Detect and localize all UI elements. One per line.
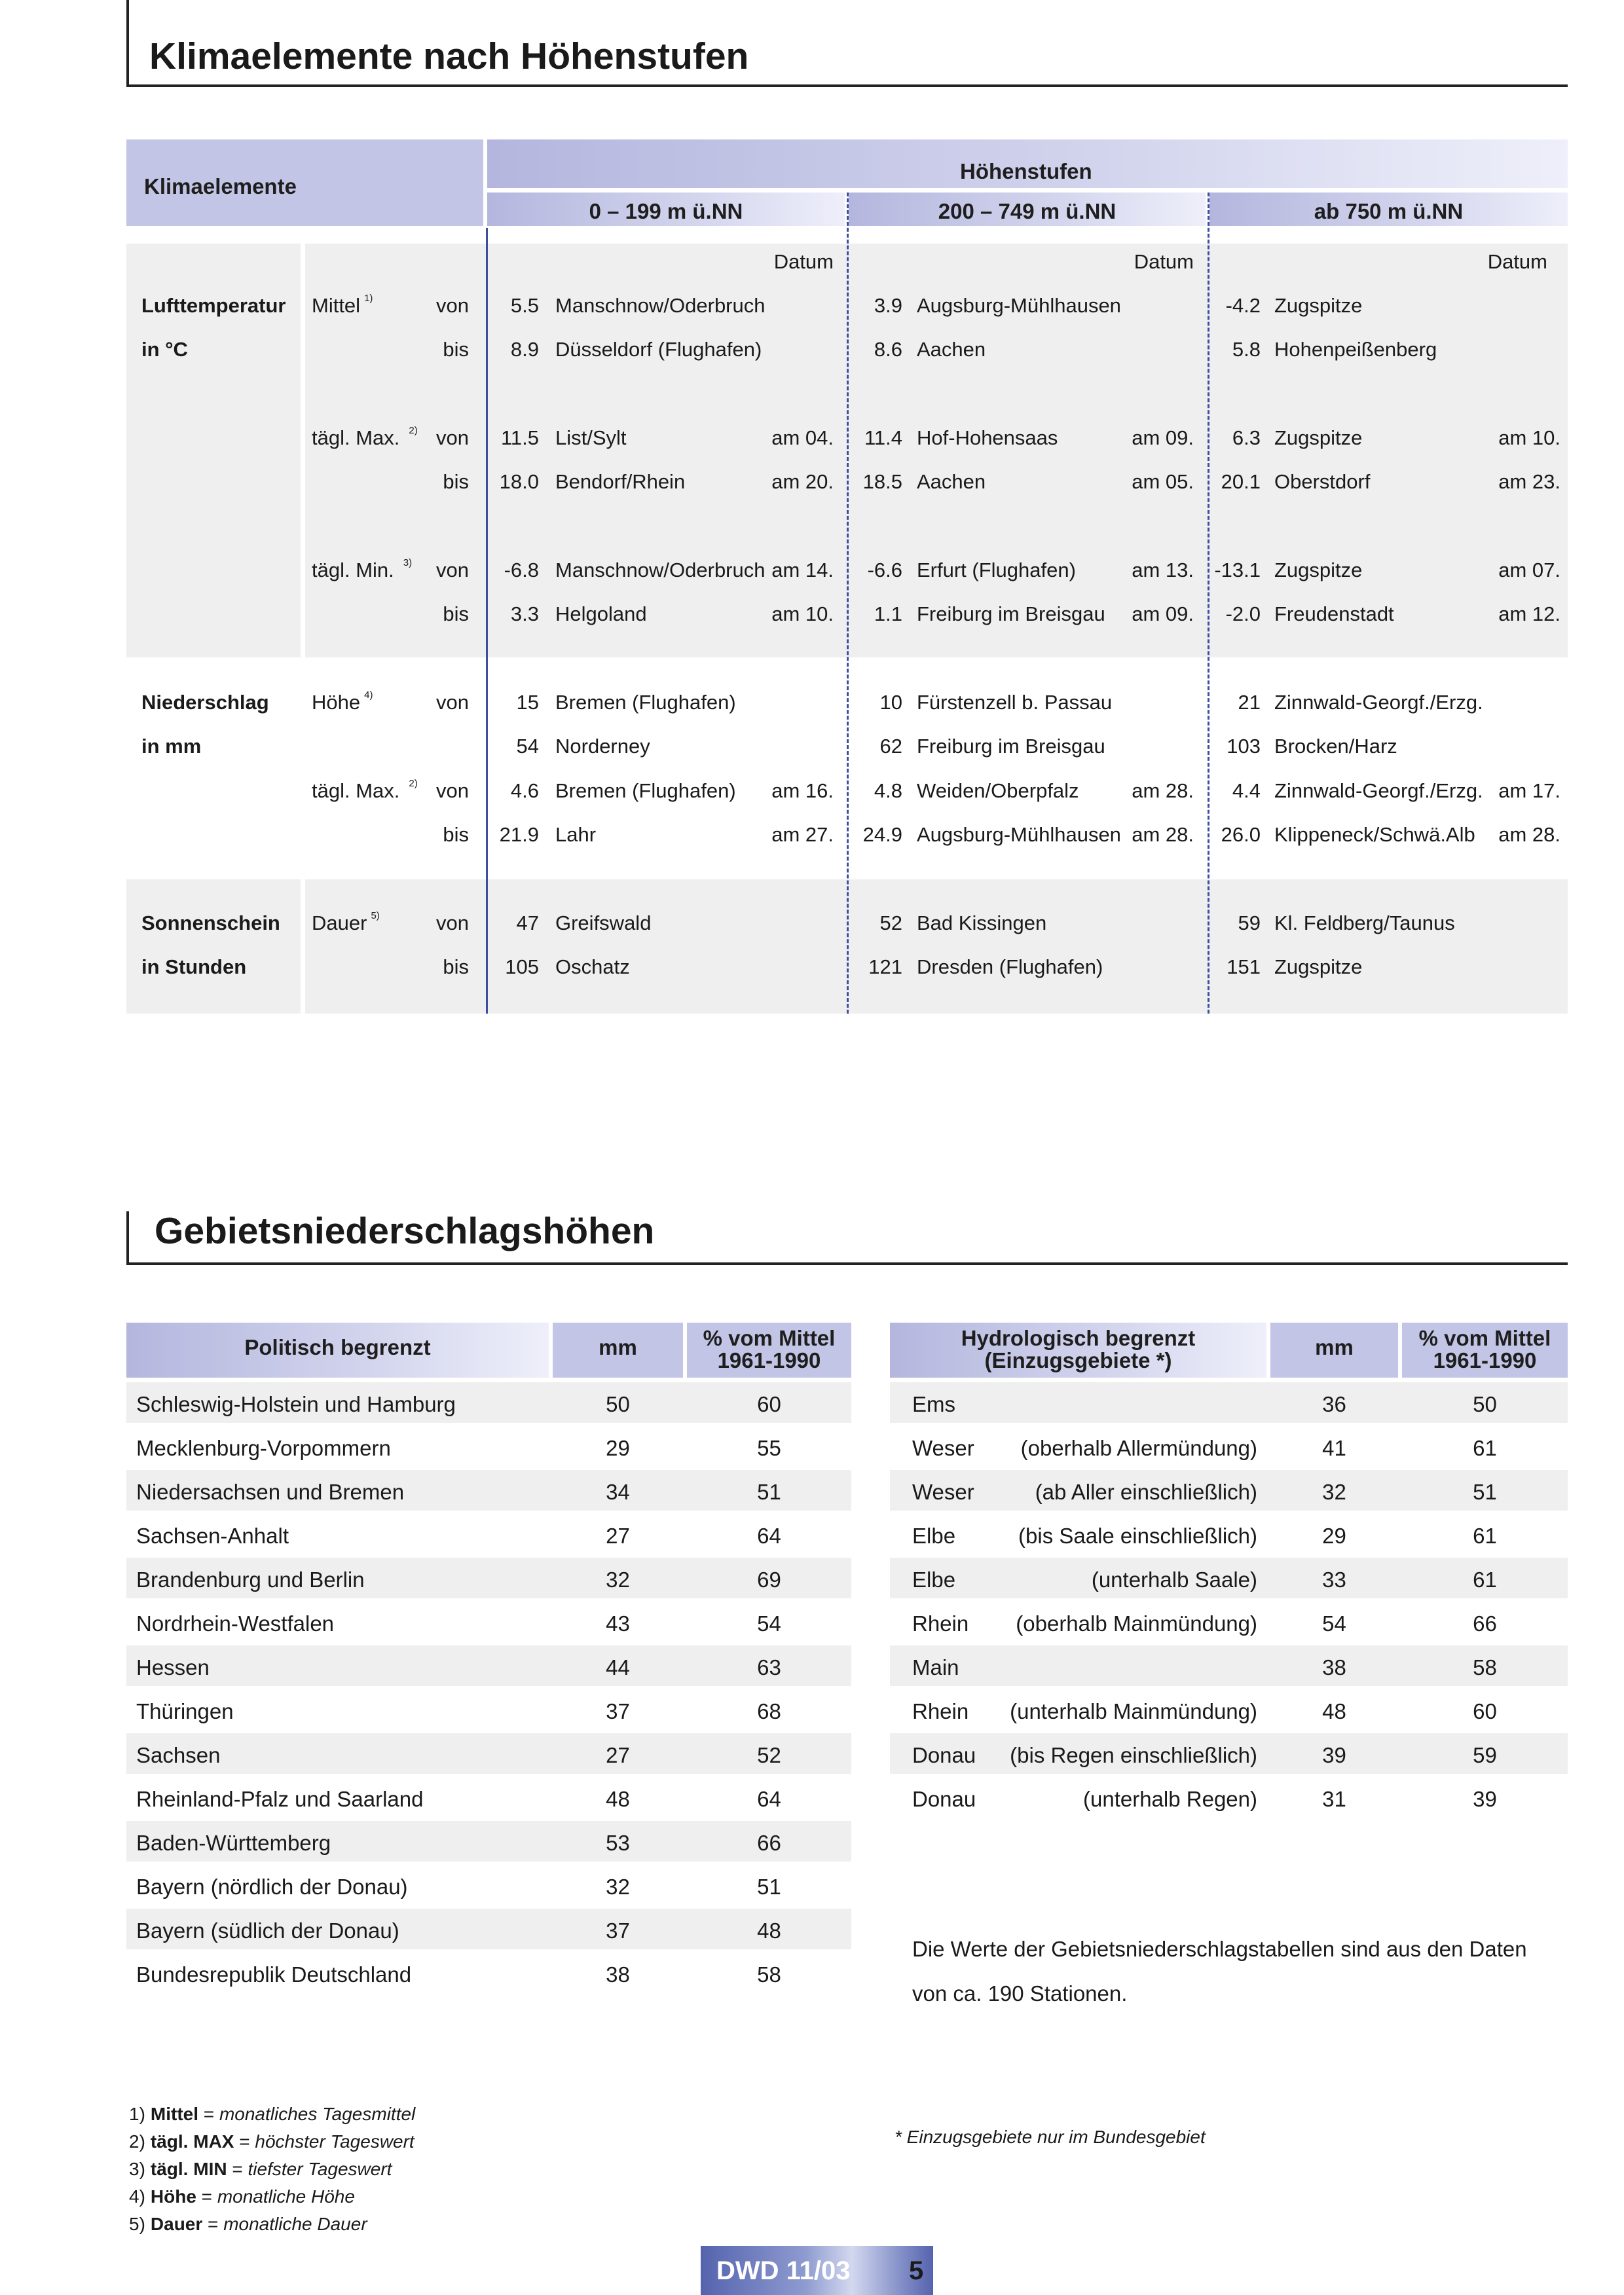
pol-row-mm: 48 — [606, 1787, 630, 1811]
footnote-eq: = — [234, 2131, 255, 2152]
row-station-2: Hof-Hohensaas — [917, 426, 1058, 449]
pol-header-pct-l2: 1961-1990 — [717, 1348, 821, 1372]
row-value-2: 8.6 — [874, 338, 902, 361]
pol-row-mm: 44 — [606, 1655, 630, 1680]
row-date-2: am 05. — [1132, 470, 1194, 493]
pol-row-name: Hessen — [136, 1655, 210, 1680]
pol-row-pct: 68 — [757, 1699, 781, 1723]
title-underline — [126, 84, 1568, 87]
row-station-1: Greifswald — [555, 911, 652, 934]
title2-bar-left — [126, 1211, 129, 1265]
row-station-1: Manschnow/Oderbruch — [555, 559, 766, 581]
footnote-desc: monatliches Tagesmittel — [219, 2104, 416, 2124]
row-date-3: am 23. — [1498, 470, 1560, 493]
pol-header-mm-label: mm — [599, 1335, 637, 1359]
row-date-3: am 10. — [1498, 426, 1560, 449]
row-value-1: -6.8 — [504, 559, 539, 581]
row-station-3: Zugspitze — [1274, 559, 1363, 581]
pol-row-pct: 51 — [757, 1875, 781, 1899]
pol-row-name: Bundesrepublik Deutschland — [136, 1962, 412, 1987]
page-number: 5 — [909, 2256, 924, 2285]
pol-row-pct: 58 — [757, 1962, 781, 1987]
hyd-row-river: Elbe — [912, 1568, 956, 1592]
row-value-2: -6.6 — [867, 559, 902, 581]
hyd-row-river: Main — [912, 1655, 959, 1680]
hyd-row-pct: 60 — [1473, 1699, 1497, 1723]
row-station-3: Klippeneck/Schwä.Alb — [1274, 823, 1475, 846]
hyd-row-detail: (unterhalb Saale) — [1091, 1568, 1257, 1592]
sub-mittel: Mittel $^{1)}$ — [312, 293, 373, 317]
hyd-header-name-l1: Hydrologisch begrenzt — [961, 1326, 1196, 1350]
hyd-row-mm: 48 — [1322, 1699, 1346, 1723]
pol-header-name-label: Politisch begrenzt — [244, 1335, 431, 1359]
group-nied-l2: in mm — [141, 735, 202, 758]
row-value-3: -2.0 — [1225, 602, 1261, 625]
pol-row-pct: 64 — [757, 1524, 781, 1548]
col2-label: 200 – 749 m ü.NN — [938, 199, 1116, 223]
col-separator-1 — [847, 193, 849, 1014]
row-value-3: 103 — [1227, 735, 1261, 758]
hyd-row-mm: 32 — [1322, 1480, 1346, 1504]
group-luft-l2: in °C — [141, 338, 188, 361]
footnote-term: tägl. MIN — [150, 2159, 227, 2179]
row-vonbis: von — [436, 911, 469, 934]
footnote-num: 1) — [129, 2104, 145, 2124]
pol-header-pct-l1: % vom Mittel — [703, 1326, 836, 1350]
row-vonbis: von — [436, 426, 469, 449]
pol-row-pct: 60 — [757, 1392, 781, 1416]
hyd-header-pct-l1: % vom Mittel — [1418, 1326, 1551, 1350]
row-station-1: Bendorf/Rhein — [555, 470, 686, 493]
row-station-3: Zugspitze — [1274, 955, 1363, 978]
footnote-num: 3) — [129, 2159, 145, 2179]
pol-row-name: Nordrhein-Westfalen — [136, 1611, 335, 1636]
hyd-row-detail: (ab Aller einschließlich) — [1035, 1480, 1257, 1504]
footnote-desc: monatliche Höhe — [217, 2186, 355, 2207]
sonne-divider — [301, 879, 305, 1014]
row-date-3: am 12. — [1498, 602, 1560, 625]
footnote-star: * Einzugsgebiete nur im Bundesgebiet — [895, 2127, 1206, 2147]
row-station-2: Freiburg im Breisgau — [917, 735, 1105, 758]
hyd-row-river: Elbe — [912, 1524, 956, 1548]
pol-row-mm: 53 — [606, 1831, 630, 1855]
hyd-row-detail: (oberhalb Mainmündung) — [1016, 1611, 1257, 1636]
row-vonbis: von — [436, 294, 469, 317]
col3-label: ab 750 m ü.NN — [1314, 199, 1464, 223]
row-station-2: Erfurt (Flughafen) — [917, 559, 1076, 581]
row-vonbis: bis — [443, 823, 469, 846]
pol-row-mm: 37 — [606, 1919, 630, 1943]
hyd-row-pct: 66 — [1473, 1611, 1497, 1636]
hyd-row-mm: 31 — [1322, 1787, 1346, 1811]
hyd-row-pct: 61 — [1473, 1524, 1497, 1548]
hyd-row-detail: (bis Saale einschließlich) — [1018, 1524, 1257, 1548]
row-value-2: 62 — [879, 735, 902, 758]
hyd-row-river: Rhein — [912, 1699, 969, 1723]
hyd-row-river: Donau — [912, 1743, 976, 1767]
pol-row-name: Sachsen-Anhalt — [136, 1524, 289, 1548]
hyd-row-mm: 39 — [1322, 1743, 1346, 1767]
row-date-1: am 27. — [771, 823, 834, 846]
hyd-row-detail: (bis Regen einschließlich) — [1010, 1743, 1257, 1767]
row-value-2: 10 — [879, 691, 902, 714]
row-station-3: Freudenstadt — [1274, 602, 1394, 625]
datum-label-1: Datum — [773, 250, 834, 273]
row-date-1: am 10. — [771, 602, 834, 625]
row-vonbis: bis — [443, 338, 469, 361]
footnote-term: Dauer — [150, 2214, 203, 2234]
hyd-row-mm: 54 — [1322, 1611, 1346, 1636]
hyd-header-mm-label: mm — [1315, 1335, 1354, 1359]
row-value-1: 5.5 — [510, 294, 539, 317]
row-value-2: 11.4 — [864, 426, 902, 449]
pol-row-mm: 43 — [606, 1611, 630, 1636]
hyd-row-pct: 51 — [1473, 1480, 1497, 1504]
row-station-1: List/Sylt — [555, 426, 627, 449]
row-value-3: 5.8 — [1232, 338, 1261, 361]
sub-taegl-min-temp: tägl. Min. $^{3)}$ — [312, 557, 413, 581]
row-vonbis: bis — [443, 602, 469, 625]
sub-hoehe: Höhe $^{4)}$ — [312, 689, 373, 714]
row-station-1: Bremen (Flughafen) — [555, 691, 736, 714]
row-value-3: 151 — [1227, 955, 1261, 978]
hyd-row-river: Rhein — [912, 1611, 969, 1636]
hyd-row-mm: 36 — [1322, 1392, 1346, 1416]
pol-row-mm: 32 — [606, 1875, 630, 1899]
row-date-1: am 16. — [771, 779, 834, 802]
row-value-1: 3.3 — [510, 602, 539, 625]
pol-row-name: Bayern (nördlich der Donau) — [136, 1875, 408, 1899]
pol-row-name: Rheinland-Pfalz und Saarland — [136, 1787, 424, 1811]
row-station-2: Bad Kissingen — [917, 911, 1047, 934]
pol-row-mm: 37 — [606, 1699, 630, 1723]
row-station-3: Oberstdorf — [1274, 470, 1371, 493]
row-value-2: 52 — [879, 911, 902, 934]
row-value-3: 20.1 — [1221, 470, 1261, 493]
group-sonne-l1: Sonnenschein — [141, 911, 280, 934]
pol-row-pct: 69 — [757, 1568, 781, 1592]
row-station-1: Helgoland — [555, 602, 647, 625]
row-date-2: am 13. — [1132, 559, 1194, 581]
row-date-3: am 17. — [1498, 779, 1560, 802]
hyd-row-pct: 39 — [1473, 1787, 1497, 1811]
row-station-1: Manschnow/Oderbruch — [555, 294, 766, 317]
row-value-3: 59 — [1238, 911, 1261, 934]
footnote-desc: monatliche Dauer — [223, 2214, 367, 2234]
row-value-3: 6.3 — [1232, 426, 1261, 449]
row-station-3: Zugspitze — [1274, 294, 1363, 317]
pol-row-pct: 55 — [757, 1436, 781, 1460]
row-station-3: Zinnwald-Georgf./Erzg. — [1274, 691, 1483, 714]
row-station-1: Lahr — [555, 823, 597, 846]
pol-row-mm: 29 — [606, 1436, 630, 1460]
row-station-2: Aachen — [917, 470, 986, 493]
row-value-1: 18.0 — [499, 470, 539, 493]
datum-label-3: Datum — [1487, 250, 1547, 273]
row-value-1: 15 — [516, 691, 539, 714]
hyd-row-mm: 29 — [1322, 1524, 1346, 1548]
row-value-3: 26.0 — [1221, 823, 1261, 846]
row-date-3: am 07. — [1498, 559, 1560, 581]
hyd-row-river: Weser — [912, 1480, 974, 1504]
footnote-eq: = — [196, 2186, 217, 2207]
pol-row-pct: 48 — [757, 1919, 781, 1943]
row-date-2: am 28. — [1132, 779, 1194, 802]
row-station-1: Norderney — [555, 735, 650, 758]
hyd-row-detail: (unterhalb Regen) — [1083, 1787, 1257, 1811]
footnote-num: 4) — [129, 2186, 145, 2207]
row-value-3: 21 — [1238, 691, 1261, 714]
row-station-2: Augsburg-Mühlhausen — [917, 823, 1121, 846]
footnote-eq: = — [202, 2214, 224, 2234]
klima-title: Klimaelemente nach Höhenstufen — [149, 35, 749, 77]
title2-underline — [126, 1262, 1568, 1265]
pol-row-mm: 38 — [606, 1962, 630, 1987]
row-station-3: Kl. Feldberg/Taunus — [1274, 911, 1455, 934]
hyd-row-pct: 50 — [1473, 1392, 1497, 1416]
row-vonbis: von — [436, 559, 469, 581]
gebiet-title: Gebietsniederschlagshöhen — [155, 1210, 655, 1252]
row-value-2: 4.8 — [874, 779, 902, 802]
row-date-3: am 28. — [1498, 823, 1560, 846]
group-nied-l1: Niederschlag — [141, 691, 269, 714]
row-station-3: Zinnwald-Georgf./Erzg. — [1274, 779, 1483, 802]
row-value-2: 18.5 — [862, 470, 902, 493]
pol-row-name: Mecklenburg-Vorpommern — [136, 1436, 391, 1460]
hyd-row-detail: (unterhalb Mainmündung) — [1010, 1699, 1257, 1723]
group-sonne-l2: in Stunden — [141, 955, 247, 978]
group-luft-l1: Lufttemperatur — [141, 294, 286, 317]
hyd-row-mm: 41 — [1322, 1436, 1346, 1460]
pol-row-pct: 64 — [757, 1787, 781, 1811]
pol-row-pct: 51 — [757, 1480, 781, 1504]
footnote-term: tägl. MAX — [150, 2131, 234, 2152]
pol-row-name: Bayern (südlich der Donau) — [136, 1919, 399, 1943]
pol-row-pct: 52 — [757, 1743, 781, 1767]
pol-row-mm: 27 — [606, 1524, 630, 1548]
row-vonbis: bis — [443, 470, 469, 493]
row-station-1: Bremen (Flughafen) — [555, 779, 736, 802]
row-vonbis: von — [436, 779, 469, 802]
row-station-2: Weiden/Oberpfalz — [917, 779, 1079, 802]
footnote-eq: = — [198, 2104, 219, 2124]
title-bar-left — [126, 0, 129, 87]
row-value-2: 121 — [868, 955, 902, 978]
row-vonbis: von — [436, 691, 469, 714]
row-vonbis: bis — [443, 955, 469, 978]
note-line-2: von ca. 190 Stationen. — [912, 1981, 1128, 2006]
footnote-term: Mittel — [150, 2104, 199, 2124]
footnote-desc: tiefster Tageswert — [248, 2159, 392, 2179]
pol-row-name: Brandenburg und Berlin — [136, 1568, 365, 1592]
hoehenstufen-label: Höhenstufen — [960, 159, 1092, 183]
pol-row-name: Sachsen — [136, 1743, 221, 1767]
pol-row-pct: 63 — [757, 1655, 781, 1680]
sub-taegl-max-nied: tägl. Max. $^{2)}$ — [312, 778, 418, 802]
hyd-header-pct-l2: 1961-1990 — [1433, 1348, 1537, 1372]
hyd-row-detail: (oberhalb Allermündung) — [1020, 1436, 1257, 1460]
hyd-row-river: Weser — [912, 1436, 974, 1460]
hyd-row-river: Ems — [912, 1392, 955, 1416]
hyd-row-mm: 33 — [1322, 1568, 1346, 1592]
row-value-1: 54 — [516, 735, 539, 758]
row-date-1: am 14. — [771, 559, 834, 581]
row-station-2: Fürstenzell b. Passau — [917, 691, 1113, 714]
pol-row-name: Baden-Württemberg — [136, 1831, 331, 1855]
row-value-2: 1.1 — [874, 602, 902, 625]
footnote-line — [129, 2105, 415, 2123]
row-value-1: 4.6 — [510, 779, 539, 802]
col-separator-2 — [1208, 193, 1209, 1014]
col1-label: 0 – 199 m ü.NN — [589, 199, 743, 223]
row-station-2: Dresden (Flughafen) — [917, 955, 1103, 978]
row-station-3: Brocken/Harz — [1274, 735, 1397, 758]
row-station-2: Augsburg-Mühlhausen — [917, 294, 1121, 317]
row-value-1: 11.5 — [500, 426, 539, 449]
row-value-3: -13.1 — [1214, 559, 1261, 581]
pol-row-mm: 34 — [606, 1480, 630, 1504]
row-station-2: Aachen — [917, 338, 986, 361]
sub-taegl-max-temp: tägl. Max. $^{2)}$ — [312, 425, 418, 449]
hyd-row-pct: 61 — [1473, 1568, 1497, 1592]
footnote-num: 5) — [129, 2214, 145, 2234]
pol-row-name: Niedersachsen und Bremen — [136, 1480, 405, 1504]
footer-label: DWD 11/03 — [716, 2256, 851, 2285]
hyd-row-river: Donau — [912, 1787, 976, 1811]
sub-dauer: Dauer $^{5)}$ — [312, 910, 380, 934]
row-date-2: am 28. — [1132, 823, 1194, 846]
datum-label-2: Datum — [1134, 250, 1194, 273]
row-value-2: 24.9 — [862, 823, 902, 846]
row-value-1: 105 — [505, 955, 539, 978]
hyd-row-mm: 38 — [1322, 1655, 1346, 1680]
footer-badge — [701, 2246, 933, 2295]
row-value-3: -4.2 — [1225, 294, 1261, 317]
hyd-row-pct: 59 — [1473, 1743, 1497, 1767]
row-value-3: 4.4 — [1232, 779, 1261, 802]
pol-row-mm: 27 — [606, 1743, 630, 1767]
hyd-row-pct: 61 — [1473, 1436, 1497, 1460]
footnote-desc: höchster Tageswert — [255, 2131, 415, 2152]
row-station-2: Freiburg im Breisgau — [917, 602, 1105, 625]
row-value-2: 3.9 — [874, 294, 902, 317]
footnote-line — [129, 2215, 367, 2233]
row-date-1: am 04. — [771, 426, 834, 449]
luft-divider — [301, 244, 305, 657]
row-station-3: Hohenpeißenberg — [1274, 338, 1437, 361]
row-date-2: am 09. — [1132, 602, 1194, 625]
pol-row-pct: 66 — [757, 1831, 781, 1855]
footnote-line — [129, 2188, 355, 2206]
pol-row-mm: 50 — [606, 1392, 630, 1416]
footnote-term: Höhe — [150, 2186, 196, 2207]
hyd-header-name-l2: (Einzugsgebiete *) — [984, 1348, 1172, 1372]
row-station-1: Düsseldorf (Flughafen) — [555, 338, 762, 361]
row-date-1: am 20. — [771, 470, 834, 493]
row-value-1: 8.9 — [510, 338, 539, 361]
row-station-3: Zugspitze — [1274, 426, 1363, 449]
footnote-line — [129, 2160, 392, 2178]
row-date-2: am 09. — [1132, 426, 1194, 449]
pol-row-name: Schleswig-Holstein und Hamburg — [136, 1392, 456, 1416]
pol-row-name: Thüringen — [136, 1699, 234, 1723]
footnote-eq: = — [227, 2159, 248, 2179]
row-value-1: 47 — [516, 911, 539, 934]
pol-row-mm: 32 — [606, 1568, 630, 1592]
hyd-row-pct: 58 — [1473, 1655, 1497, 1680]
row-value-1: 21.9 — [499, 823, 539, 846]
pol-row-pct: 54 — [757, 1611, 781, 1636]
row-station-1: Oschatz — [555, 955, 630, 978]
note-line-1: Die Werte der Gebietsniederschlagstabellen sind aus den Daten — [912, 1937, 1527, 1961]
footnote-line — [129, 2133, 415, 2151]
klimaelemente-label: Klimaelemente — [144, 174, 297, 198]
footnote-num: 2) — [129, 2131, 145, 2152]
